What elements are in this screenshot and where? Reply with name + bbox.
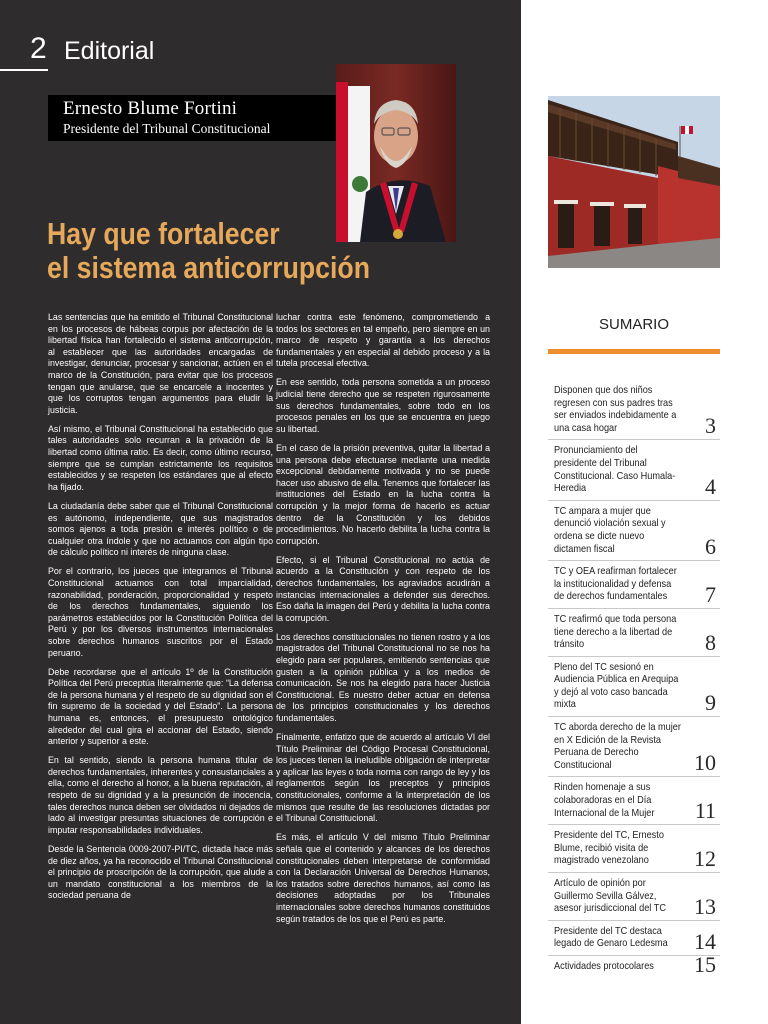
portrait-illustration xyxy=(336,64,456,242)
body-column-1 xyxy=(48,312,273,909)
toc-item-text: TC reafirmó que toda persona tiene derecho a la libertad de tránsito xyxy=(554,613,677,651)
paragraph: En el caso de la prisión preventiva, quitar la libertad a una persona debe efectuarse mediante una medida excepcional debidamente motivada y no se puede hacer uso abusivo de ella. Tenemos que fortalecer las instituciones del Estado en la lucha contra la corrupción y la mejor forma de hacerlo es actuar dentro de la Constitución y los debidos procedimientos. No hacerlo debilita la lucha contra la corrupción. xyxy=(276,442,490,546)
header-rule xyxy=(0,69,48,71)
sumario-title: SUMARIO xyxy=(598,316,669,333)
building-photo xyxy=(548,96,720,268)
section-title: Editorial xyxy=(64,37,155,65)
author-name: Ernesto Blume Fortini xyxy=(63,98,238,119)
article-headline xyxy=(47,217,408,285)
headline-line-1: Hay que fortalecer xyxy=(47,216,280,251)
paragraph: Efecto, si el Tribunal Constitucional no actúa de acuerdo a la Constitución y con respeto de los derechos fundamentales, los agraviados acudirán a instancias internacionales a defender sus derechos. Eso daña la imagen del Perú y debilita la lucha contra la corrupción. xyxy=(276,554,490,623)
toc-item[interactable] xyxy=(548,500,720,560)
toc-item-page: 12 xyxy=(694,846,716,871)
paragraph: Así mismo, el Tribunal Constitucional ha establecido que tales autoridades solo recurran a la privación de la libertad como última ratio. Es decir, como último recurso, siempre que se cumplan estrictamente los requisitos establecidos y se respeten los estándares que al efecto ha fijado. xyxy=(48,423,273,492)
body-column-2 xyxy=(276,312,490,933)
paragraph: Las sentencias que ha emitido el Tribunal Constitucional en los procesos de hábeas corpus por afectación de la libertad física han fortalecido el sistema anticorrupción, al establecer que las autoridades encargadas de investigar, denunciar, procesar y sancionar, actúen en el marco de la Constitución, para evitar que los procesos tengan que anularse, que se encarcele a inocentes y que los corruptos tengan argumentos para eludir la justicia. xyxy=(48,312,273,415)
author-role: Presidente del Tribunal Constitucional xyxy=(63,121,271,136)
toc-item-text: Pronunciamiento del presidente del Tribunal Constitucional. Caso Humala-Heredia xyxy=(554,445,676,495)
toc-item[interactable] xyxy=(548,716,720,776)
toc-item-text: TC aborda derecho de la mujer en X Edición de la Revista Peruana de Derecho Constitucional xyxy=(554,722,681,771)
toc-item[interactable] xyxy=(548,608,720,656)
paragraph: Debe recordarse que el artículo 1º de la Constitución Política del Perú preceptúa literalmente que: “La defensa de la persona humana y el respeto de su dignidad son el fin supremo de la sociedad y del Estado”. La persona humana es, entonces, el presupuesto ontológico alrededor del cual gira el accionar del Estado, siendo anterior y superior a este. xyxy=(48,666,273,747)
toc-item[interactable] xyxy=(548,951,720,978)
paragraph: Finalmente, enfatizo que de acuerdo al artículo VI del Título Preliminar del Código Procesal Constitucional, los jueces tienen la ineludible obligación de interpretar y aplicar las leyes o toda norma con rango de ley y los reglamentos según los preceptos y principios constitucionales, conforme a la interpretación de los mismos que resulte de las resoluciones dictadas por el Tribunal Constitucional. xyxy=(276,732,490,824)
toc-item-text: Disponen que dos niños regresen con sus padres tras ser enviados indebidamente a una casa hogar xyxy=(554,385,677,434)
toc-item[interactable] xyxy=(548,776,720,824)
toc-item[interactable] xyxy=(548,872,720,920)
toc-item[interactable] xyxy=(548,560,720,608)
toc-item-page: 15 xyxy=(694,951,716,977)
toc-item-text: TC ampara a mujer que denunció violación sexual y ordena se dicte nuevo dictamen fiscal xyxy=(554,505,666,555)
toc-item-text: Actividades protocolares xyxy=(554,960,654,972)
toc-item-page: 8 xyxy=(705,629,716,655)
toc-item-page: 4 xyxy=(705,473,716,499)
paragraph: En ese sentido, toda persona sometida a un proceso judicial tiene derecho que se respeten rigurosamente sus derechos fundamentales, sobre todo en los procesos penales en los que se encuentra en juego su libertad. xyxy=(276,377,490,434)
toc-item-page: 14 xyxy=(694,928,716,954)
toc-item-page: 13 xyxy=(694,893,716,919)
toc-item-text: Presidente del TC, Ernesto Blume, recibió visita de magistrado venezolano xyxy=(554,830,664,867)
toc-item-text: Presidente del TC destaca legado de Genaro Ledesma xyxy=(554,925,668,950)
headline-line-2: el sistema anticorrupción xyxy=(47,250,370,285)
paragraph: Es más, el artículo V del mismo Título Preliminar señala que el contenido y alcances de los derechos constitucionales deben interpretarse de conformidad con la Declaración Universal de Derechos Humanos, los tratados sobre derechos humanos, así como las decisiones adoptadas por los Tribunales internacionales sobre derechos humanos constituidos según tratados de los que el Perú es parte. xyxy=(276,832,490,924)
paragraph: luchar contra este fenómeno, comprometiendo a todos los sectores en tal empeño, pero siempre en un marco de respeto y garantía a los derechos fundamentales y en especial al debido proceso y a la tutela procesal efectiva. xyxy=(276,312,490,369)
building-illustration xyxy=(548,96,720,268)
paragraph: Los derechos constitucionales no tienen rostro y a los magistrados del Tribunal Constitucional no se nos ha elegido para ser populares, emitiendo sentencias que gusten a la opinión pública y a los medios de comunicación. Se nos ha elegido para hacer Justicia Constitucional. Es nuestro deber actuar en defensa de los principios constitucionales y los derechos fundamentales. xyxy=(276,631,490,723)
toc-item-text: Rinden homenaje a sus colaboradoras en el Día Internacional de la Mujer xyxy=(554,782,655,819)
toc-item-page: 9 xyxy=(705,690,716,716)
paragraph: En tal sentido, siendo la persona humana titular de derechos fundamentales, inherentes y consustanciales a ella, como el derecho al honor, a la buena reputación, al respeto de su dignidad y a la presunción de inocencia, tales derechos nunca deben ser olvidados ni dejados de lado al investigar presuntas situaciones de corrupción e imputar responsabilidades individuales. xyxy=(48,755,273,835)
toc-item-page: 11 xyxy=(694,798,716,824)
toc-item-page: 10 xyxy=(694,750,716,776)
paragraph: Por el contrario, los jueces que integramos el Tribunal Constitucional actuamos con total imparcialidad, razonabilidad, ponderación, proporcionalidad y respeto de los derechos fundamentales, siguiendo los parámetros establecidos por la Constitución Política del Perú y por los diversos instrumentos internacionales sobre derechos humanos suscritos por el Estado peruano. xyxy=(48,566,273,658)
toc-item[interactable] xyxy=(548,656,720,716)
page-number: 2 xyxy=(30,32,47,65)
toc-item-text: Artículo de opinión por Guillermo Sevilla Gálvez, asesor jurisdiccional del TC xyxy=(554,878,666,915)
toc-item[interactable] xyxy=(548,380,720,439)
toc-item-page: 3 xyxy=(705,413,716,439)
toc-item-text: Pleno del TC sesionó en Audiencia Pública en Arequipa y dejó al voto caso bancada mixta xyxy=(554,661,679,711)
toc-item-page: 7 xyxy=(705,581,716,607)
toc-item-page: 6 xyxy=(705,534,716,560)
sumario-rule xyxy=(548,349,720,354)
paragraph: Desde la Sentencia 0009-2007-PI/TC, dictada hace más de diez años, ya ha reconocido el Tribunal Constitucional el principio de proscripción de la corrupción, que alude a un mandato constitucional a los miembros de la sociedad peruana de xyxy=(48,843,273,901)
author-portrait xyxy=(336,64,456,242)
toc-item[interactable] xyxy=(548,824,720,872)
paragraph: La ciudadanía debe saber que el Tribunal Constitucional es autónomo, independiente, que sus magistrados somos ajenos a toda presión e interés político o de cualquier otra índole y que no actuamos con algún tipo de cálculo político ni interés de ninguna clase. xyxy=(48,500,273,558)
toc-item-text: TC y OEA reafirman fortalecer la institucionalidad y defensa de derechos fundamentales xyxy=(554,566,677,603)
toc-item[interactable] xyxy=(548,920,720,955)
toc-item[interactable] xyxy=(548,439,720,499)
table-of-contents xyxy=(548,380,720,978)
